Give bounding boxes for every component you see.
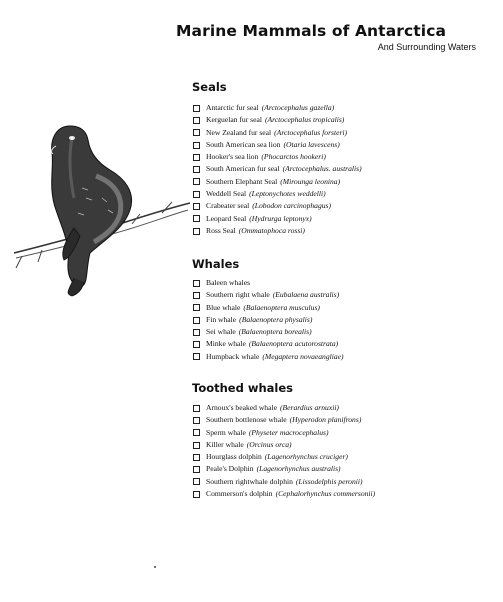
scientific-name: (Eubalaena australis) [272, 290, 340, 300]
common-name: Southern rightwhale dolphin [206, 476, 293, 486]
list-item [193, 289, 344, 301]
scientific-name: (Ommatophoca rossi) [238, 225, 305, 235]
list-item [193, 114, 362, 126]
common-name: Hourglass dolphin [206, 452, 262, 462]
checklist [193, 102, 362, 237]
list-item [193, 439, 375, 451]
list-item [193, 314, 344, 326]
list-item [193, 139, 362, 151]
list-item [193, 127, 362, 139]
list-item [193, 351, 344, 363]
checkbox[interactable] [193, 142, 200, 149]
common-name: South American sea lion [206, 139, 281, 149]
scientific-name: (Hydrurga leptonyx) [249, 213, 312, 223]
common-name: Humpback whale [206, 351, 260, 361]
checkbox[interactable] [193, 166, 200, 173]
common-name: Peale's Dolphin [206, 464, 254, 474]
checkbox[interactable] [193, 454, 200, 461]
scientific-name: (Lissodelphis peronii) [295, 476, 363, 486]
checkbox[interactable] [193, 341, 200, 348]
checkbox[interactable] [193, 429, 200, 436]
stray-mark [154, 566, 156, 568]
scientific-name: (Balaenoptera musculus) [243, 302, 320, 312]
scientific-name: (Arctocephalus forsteri) [274, 127, 348, 137]
checkbox[interactable] [193, 280, 200, 287]
common-name: Hooker's sea lion [206, 152, 259, 162]
checkbox[interactable] [193, 105, 200, 112]
checkbox[interactable] [193, 353, 200, 360]
list-item [193, 451, 375, 463]
checkbox[interactable] [193, 191, 200, 198]
page-title: Marine Mammals of Antarctica [176, 22, 447, 40]
checkbox[interactable] [193, 304, 200, 311]
scientific-name: (Lobodon carcinophagus) [252, 201, 332, 211]
scientific-name: (Arctocephalus tropicalis) [264, 115, 345, 125]
list-item [193, 427, 375, 439]
common-name: Southern bottlenose whale [206, 415, 287, 425]
checkbox[interactable] [193, 215, 200, 222]
list-item [193, 402, 375, 414]
common-name: New Zealand fur seal [206, 127, 272, 137]
section-heading: Whales [192, 257, 240, 271]
list-item [193, 488, 375, 500]
scientific-name: (Lagenorhynchus australis) [256, 464, 341, 474]
checkbox[interactable] [193, 292, 200, 299]
scientific-name: (Mirounga leonina) [280, 176, 341, 186]
common-name: Commerson's dolphin [206, 489, 273, 499]
list-item [193, 213, 362, 225]
scientific-name: (Phocarctos hookeri) [261, 152, 326, 162]
list-item [193, 188, 362, 200]
checkbox[interactable] [193, 317, 200, 324]
list-item [193, 277, 344, 289]
checkbox[interactable] [193, 405, 200, 412]
checkbox[interactable] [193, 154, 200, 161]
common-name: Fin whale [206, 314, 237, 324]
common-name: Leopard Seal [206, 213, 247, 223]
checkbox[interactable] [193, 478, 200, 485]
list-item [193, 163, 362, 175]
checkbox[interactable] [193, 442, 200, 449]
page-subtitle: And Surrounding Waters [377, 42, 476, 52]
scientific-name: (Balaenoptera acutorostrata) [248, 339, 339, 349]
common-name: Crabeater seal [206, 201, 250, 211]
common-name: Kerguelan fur seal [206, 115, 262, 125]
checkbox[interactable] [193, 129, 200, 136]
common-name: Minke whale [206, 339, 246, 349]
checkbox[interactable] [193, 329, 200, 336]
list-item [193, 463, 375, 475]
common-name: Baleen whales [206, 278, 251, 287]
scientific-name: (Orcinus orca) [246, 439, 292, 449]
common-name: Arnoux's beaked whale [206, 403, 277, 412]
checkbox[interactable] [193, 228, 200, 235]
list-item [193, 414, 375, 426]
scientific-name: (Arctocephalus. australis) [282, 164, 362, 174]
checkbox[interactable] [193, 203, 200, 210]
scientific-name: (Leptonychotes weddelli) [249, 189, 326, 199]
list-item [193, 176, 362, 188]
checkbox[interactable] [193, 466, 200, 473]
checklist [193, 277, 344, 363]
common-name: Antarctic fur seal [206, 103, 259, 112]
scientific-name: (Berardius arnuxii) [279, 403, 339, 412]
checklist [193, 402, 375, 500]
section-heading: Seals [192, 80, 227, 94]
scientific-name: (Megaptera novaeangliae) [262, 351, 344, 361]
checkbox[interactable] [193, 178, 200, 185]
common-name: Sei whale [206, 327, 236, 337]
list-item [193, 476, 375, 488]
list-item [193, 326, 344, 338]
scientific-name: (Hyperodon planifrons) [289, 415, 362, 425]
checkbox[interactable] [193, 417, 200, 424]
common-name: Southern right whale [206, 290, 270, 300]
scientific-name: (Arctocephalus gazella) [261, 103, 335, 112]
scientific-name: (Balaenoptera borealis) [238, 327, 312, 337]
list-item [193, 302, 344, 314]
common-name: Killer whale [206, 439, 244, 449]
common-name: Blue whale [206, 302, 241, 312]
checkbox[interactable] [193, 117, 200, 124]
list-item [193, 338, 344, 350]
scientific-name: (Cephalorhynchus commersonii) [275, 489, 376, 499]
list-item [193, 102, 362, 114]
common-name: Ross Seal [206, 225, 236, 235]
seal-illustration [12, 118, 192, 298]
list-item [193, 151, 362, 163]
scientific-name: (Balaenoptera physalis) [239, 314, 313, 324]
scientific-name: (Lagenorhynchus cruciger) [264, 452, 348, 462]
common-name: Sperm whale [206, 427, 246, 437]
common-name: Weddell Seal [206, 189, 247, 199]
checkbox[interactable] [193, 491, 200, 498]
scientific-name: (Physeter macrocephalus) [248, 427, 329, 437]
list-item [193, 200, 362, 212]
list-item [193, 225, 362, 237]
section-heading: Toothed whales [192, 381, 293, 395]
scientific-name: (Otaria lavescens) [283, 139, 340, 149]
common-name: South American fur seal [206, 164, 280, 174]
common-name: Southern Elephant Seal [206, 176, 278, 186]
